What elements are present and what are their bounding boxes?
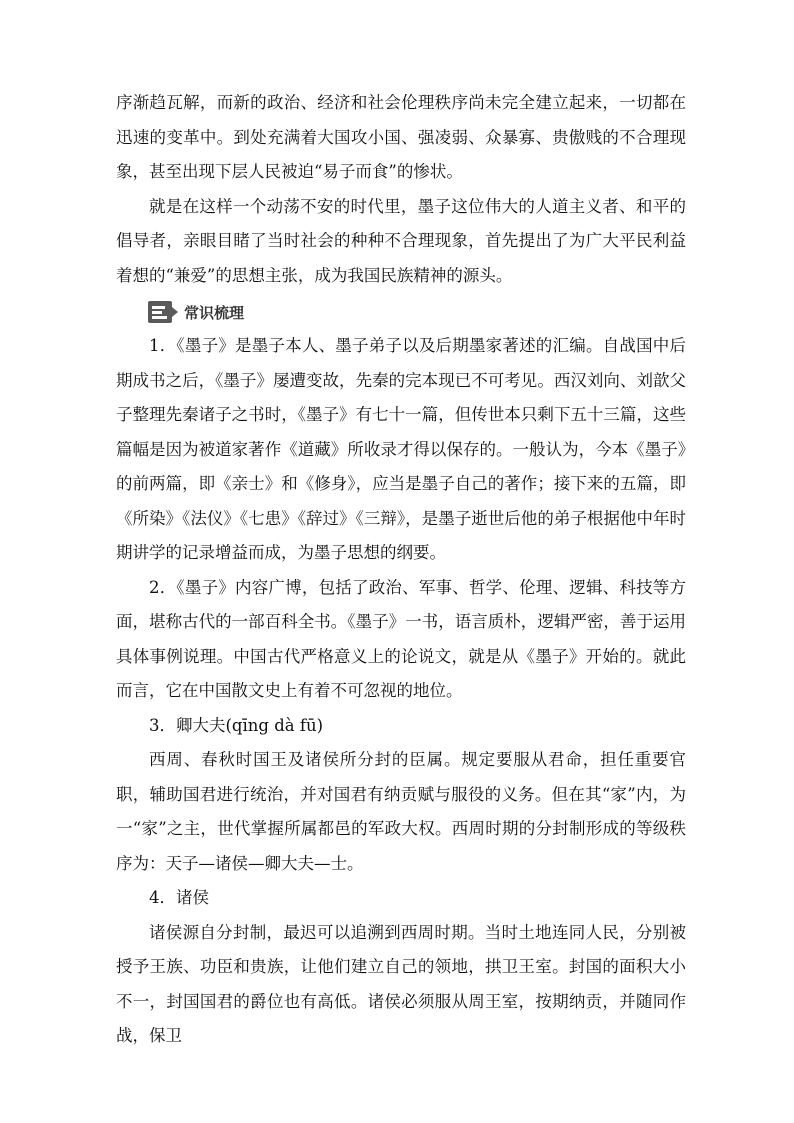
item-4-paragraph: 诸侯源自分封制，最迟可以追溯到西周时期。当时土地连同人民，分别被授予王族、功臣和贵族，让他们建立自己的领地，拱卫王室。封国的面积大小不一，封国国君的爵位也有高低。诸侯必须服从周王室，按期纳贡，并随同作战，保卫 [116,922,686,1045]
list-icon [148,301,172,323]
intro-paragraph-2: 就是在这样一个动荡不安的时代里，墨子这位伟大的人道主义者、和平的倡导者，亲眼目睹了当时社会的种种不合理现象，首先提出了为广大平民利益着想的“兼爱”的思想主张，成为我国民族精神的源头。 [116,196,686,285]
item-4-title: 4．诸侯 [149,888,209,907]
section-title: 常识梳理 [184,303,245,322]
intro-paragraph-1: 序渐趋瓦解，而新的政治、经济和社会伦理秩序尚未完全建立起来，一切都在迅速的变革中。到处充满着大国攻小国、强凌弱、众暴寡、贵傲贱的不合理现象，甚至出现下层人民被迫“易子而食”的惨状。 [116,93,686,181]
item-1-paragraph: 1．《墨子》是墨子本人、墨子弟子以及后期墨家著述的汇编。自战国中后期成书之后，《墨子》屡遭变故，先秦的完本现已不可考见。西汉刘向、刘歆父子整理先秦诸子之书时，《墨子》有七十一篇，但传世本只剩下五十三篇，这些篇幅是因为被道家著作《道藏》所收录才得以保存的。一般认为，今本《墨子》的前两篇，即《亲士》和《修身》，应当是墨子自己的著作；接下来的五篇，即《所染》《法仪》《七患》《辞过》《三辩》，是墨子逝世后他的弟子根据他中年时期讲学的记录增益而成，为墨子思想的纲要。 [116,336,686,562]
item-3-title: 3．卿大夫(qīng dà fū) [149,715,324,735]
document-page [116,86,686,1054]
item-3-paragraph: 西周、春秋时国王及诸侯所分封的臣属。规定要服从君命，担任重要官职，辅助国君进行统治，并对国君有纳贡赋与服役的义务。但在其“家”内，为一“家”之主，世代掌握所属都邑的军政大权。西周时期的分封制形成的等级秩序为：天子—诸侯—卿大夫—士。 [116,750,686,873]
section-heading [148,295,686,329]
item-2-paragraph: 2．《墨子》内容广博，包括了政治、军事、哲学、伦理、逻辑、科技等方面，堪称古代的一部百科全书。《墨子》一书，语言质朴，逻辑严密，善于运用具体事例说理。中国古代严格意义上的论说文，就是从《墨子》开始的。就此而言，它在中国散文史上有着不可忽视的地位。 [116,577,686,700]
